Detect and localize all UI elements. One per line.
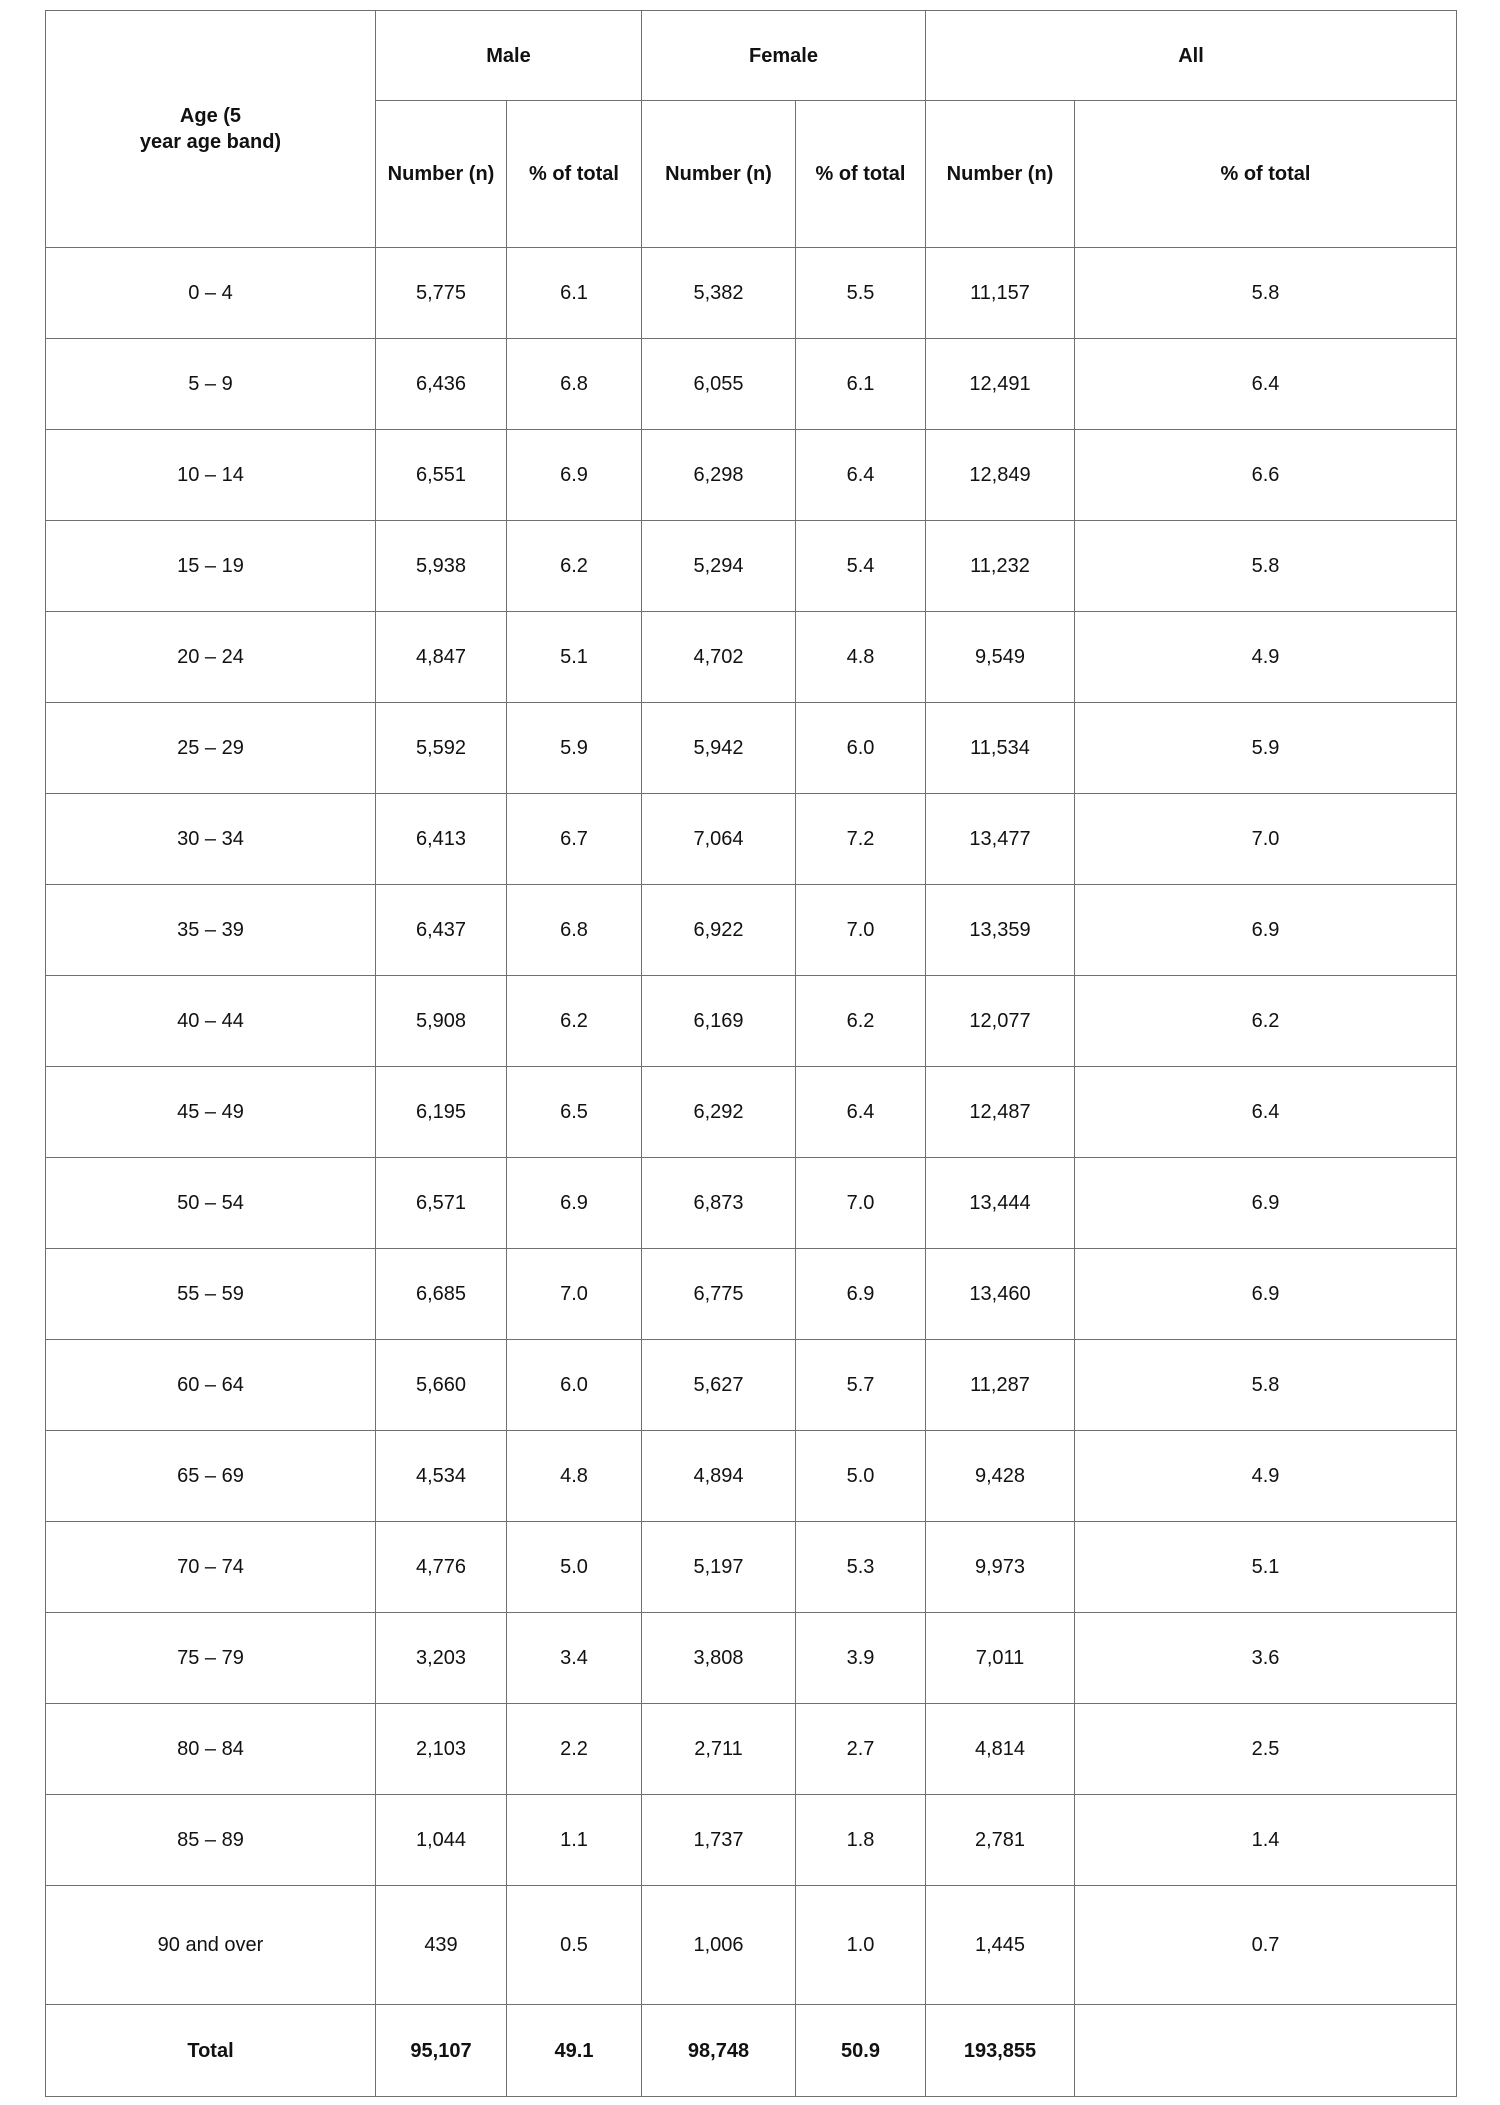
female-number-cell: 6,298 (642, 430, 796, 521)
male-number-cell: 6,551 (376, 430, 507, 521)
male-percent-cell: 1.1 (507, 1795, 642, 1886)
all-percent-cell: 6.4 (1075, 339, 1457, 430)
female-percent-cell: 5.4 (796, 521, 926, 612)
all-number-cell: 11,157 (926, 248, 1075, 339)
all-percent-cell: 4.9 (1075, 612, 1457, 703)
total-male-percent: 49.1 (507, 2005, 642, 2097)
male-number-cell: 6,437 (376, 885, 507, 976)
male-number-header: Number (n) (376, 101, 507, 248)
female-number-cell: 6,873 (642, 1158, 796, 1249)
female-number-cell: 1,737 (642, 1795, 796, 1886)
all-number-cell: 4,814 (926, 1704, 1075, 1795)
total-all-number: 193,855 (926, 2005, 1075, 2097)
total-label: Total (46, 2005, 376, 2097)
age-cell: 5 – 9 (46, 339, 376, 430)
all-number-cell: 2,781 (926, 1795, 1075, 1886)
female-percent-cell: 6.2 (796, 976, 926, 1067)
female-percent-cell: 4.8 (796, 612, 926, 703)
male-number-cell: 6,413 (376, 794, 507, 885)
male-percent-cell: 2.2 (507, 1704, 642, 1795)
total-female-number: 98,748 (642, 2005, 796, 2097)
female-percent-cell: 5.7 (796, 1340, 926, 1431)
table-row (46, 248, 1457, 339)
male-number-cell: 439 (376, 1886, 507, 2005)
all-number-cell: 13,359 (926, 885, 1075, 976)
age-cell: 30 – 34 (46, 794, 376, 885)
male-number-cell: 5,660 (376, 1340, 507, 1431)
female-number-cell: 1,006 (642, 1886, 796, 2005)
female-number-cell: 3,808 (642, 1613, 796, 1704)
female-percent-cell: 6.4 (796, 1067, 926, 1158)
table-row (46, 1249, 1457, 1340)
age-band-header-line1: Age (5 (179, 105, 242, 127)
table-row (46, 339, 1457, 430)
male-percent-cell: 0.5 (507, 1886, 642, 2005)
male-percent-cell: 3.4 (507, 1613, 642, 1704)
table-row (46, 430, 1457, 521)
all-number-cell: 12,849 (926, 430, 1075, 521)
age-cell: 75 – 79 (46, 1613, 376, 1704)
female-percent-cell: 6.0 (796, 703, 926, 794)
male-percent-cell: 6.9 (507, 430, 642, 521)
all-number-cell: 9,428 (926, 1431, 1075, 1522)
table-row (46, 1795, 1457, 1886)
female-number-cell: 4,702 (642, 612, 796, 703)
table-row (46, 1886, 1457, 2005)
all-percent-cell: 5.1 (1075, 1522, 1457, 1613)
age-cell: 60 – 64 (46, 1340, 376, 1431)
male-number-cell: 4,534 (376, 1431, 507, 1522)
female-number-cell: 5,197 (642, 1522, 796, 1613)
male-number-cell: 5,592 (376, 703, 507, 794)
total-male-number: 95,107 (376, 2005, 507, 2097)
all-number-cell: 13,460 (926, 1249, 1075, 1340)
female-number-cell: 6,169 (642, 976, 796, 1067)
female-number-header: Number (n) (642, 101, 796, 248)
male-percent-header: % of total (507, 101, 642, 248)
female-number-cell: 6,055 (642, 339, 796, 430)
age-cell: 70 – 74 (46, 1522, 376, 1613)
age-cell: 10 – 14 (46, 430, 376, 521)
female-percent-cell: 3.9 (796, 1613, 926, 1704)
age-cell: 50 – 54 (46, 1158, 376, 1249)
male-percent-cell: 6.2 (507, 976, 642, 1067)
all-percent-cell: 5.8 (1075, 1340, 1457, 1431)
male-number-cell: 5,775 (376, 248, 507, 339)
all-percent-cell: 6.9 (1075, 1249, 1457, 1340)
male-number-cell: 6,436 (376, 339, 507, 430)
female-percent-cell: 7.0 (796, 1158, 926, 1249)
male-number-cell: 5,938 (376, 521, 507, 612)
female-percent-cell: 7.0 (796, 885, 926, 976)
all-number-cell: 11,534 (926, 703, 1075, 794)
population-age-table (45, 10, 1457, 2097)
age-cell: 35 – 39 (46, 885, 376, 976)
age-cell: 55 – 59 (46, 1249, 376, 1340)
table-row (46, 794, 1457, 885)
all-percent-cell: 6.2 (1075, 976, 1457, 1067)
all-percent-cell: 3.6 (1075, 1613, 1457, 1704)
female-number-cell: 4,894 (642, 1431, 796, 1522)
age-cell: 15 – 19 (46, 521, 376, 612)
table-row (46, 703, 1457, 794)
male-number-cell: 2,103 (376, 1704, 507, 1795)
male-number-cell: 6,685 (376, 1249, 507, 1340)
female-percent-cell: 5.5 (796, 248, 926, 339)
table-row (46, 521, 1457, 612)
female-percent-cell: 5.0 (796, 1431, 926, 1522)
female-percent-cell: 2.7 (796, 1704, 926, 1795)
female-number-cell: 2,711 (642, 1704, 796, 1795)
all-number-cell: 7,011 (926, 1613, 1075, 1704)
age-cell: 45 – 49 (46, 1067, 376, 1158)
female-percent-cell: 6.4 (796, 430, 926, 521)
all-percent-cell: 4.9 (1075, 1431, 1457, 1522)
female-percent-header: % of total (796, 101, 926, 248)
male-group-header: Male (376, 11, 642, 101)
age-cell: 85 – 89 (46, 1795, 376, 1886)
age-band-header-line2: year age band) (139, 131, 282, 153)
table-row (46, 612, 1457, 703)
all-number-cell: 11,232 (926, 521, 1075, 612)
all-number-cell: 12,491 (926, 339, 1075, 430)
male-number-cell: 5,908 (376, 976, 507, 1067)
table-row (46, 1613, 1457, 1704)
age-cell: 25 – 29 (46, 703, 376, 794)
male-number-cell: 6,195 (376, 1067, 507, 1158)
male-number-cell: 1,044 (376, 1795, 507, 1886)
table-row (46, 885, 1457, 976)
table-row (46, 1340, 1457, 1431)
age-cell: 0 – 4 (46, 248, 376, 339)
female-number-cell: 5,942 (642, 703, 796, 794)
all-number-cell: 12,077 (926, 976, 1075, 1067)
age-cell: 20 – 24 (46, 612, 376, 703)
female-group-header: Female (642, 11, 926, 101)
female-number-cell: 6,292 (642, 1067, 796, 1158)
female-percent-cell: 6.9 (796, 1249, 926, 1340)
female-number-cell: 6,922 (642, 885, 796, 976)
all-number-header: Number (n) (926, 101, 1075, 248)
male-percent-cell: 6.7 (507, 794, 642, 885)
male-percent-cell: 6.8 (507, 885, 642, 976)
all-percent-cell: 2.5 (1075, 1704, 1457, 1795)
all-number-cell: 13,444 (926, 1158, 1075, 1249)
male-percent-cell: 7.0 (507, 1249, 642, 1340)
female-number-cell: 7,064 (642, 794, 796, 885)
total-row (46, 2005, 1457, 2097)
age-cell: 80 – 84 (46, 1704, 376, 1795)
table-body (46, 248, 1457, 2005)
male-number-cell: 4,776 (376, 1522, 507, 1613)
male-percent-cell: 6.2 (507, 521, 642, 612)
all-number-cell: 9,973 (926, 1522, 1075, 1613)
male-percent-cell: 6.1 (507, 248, 642, 339)
all-percent-cell: 0.7 (1075, 1886, 1457, 2005)
all-number-cell: 13,477 (926, 794, 1075, 885)
female-percent-cell: 1.8 (796, 1795, 926, 1886)
table-row (46, 1158, 1457, 1249)
table-row (46, 1431, 1457, 1522)
all-percent-cell: 6.9 (1075, 885, 1457, 976)
all-number-cell: 1,445 (926, 1886, 1075, 2005)
total-all-percent (1075, 2005, 1457, 2097)
all-percent-cell: 1.4 (1075, 1795, 1457, 1886)
all-number-cell: 9,549 (926, 612, 1075, 703)
male-number-cell: 4,847 (376, 612, 507, 703)
male-percent-cell: 6.8 (507, 339, 642, 430)
female-percent-cell: 5.3 (796, 1522, 926, 1613)
age-cell: 65 – 69 (46, 1431, 376, 1522)
total-female-percent: 50.9 (796, 2005, 926, 2097)
age-cell: 40 – 44 (46, 976, 376, 1067)
all-number-cell: 12,487 (926, 1067, 1075, 1158)
male-number-cell: 6,571 (376, 1158, 507, 1249)
group-header-row (46, 11, 1457, 101)
all-percent-cell: 7.0 (1075, 794, 1457, 885)
all-percent-header: % of total (1075, 101, 1457, 248)
age-cell: 90 and over (46, 1886, 376, 2005)
female-number-cell: 5,627 (642, 1340, 796, 1431)
male-number-cell: 3,203 (376, 1613, 507, 1704)
all-percent-cell: 6.6 (1075, 430, 1457, 521)
female-number-cell: 5,294 (642, 521, 796, 612)
female-percent-cell: 6.1 (796, 339, 926, 430)
all-group-header: All (926, 11, 1457, 101)
all-percent-cell: 6.4 (1075, 1067, 1457, 1158)
table-row (46, 1067, 1457, 1158)
all-percent-cell: 5.9 (1075, 703, 1457, 794)
table-row (46, 1704, 1457, 1795)
age-band-header (46, 11, 376, 248)
male-percent-cell: 5.0 (507, 1522, 642, 1613)
male-percent-cell: 5.1 (507, 612, 642, 703)
table-row (46, 976, 1457, 1067)
male-percent-cell: 4.8 (507, 1431, 642, 1522)
all-percent-cell: 5.8 (1075, 248, 1457, 339)
male-percent-cell: 5.9 (507, 703, 642, 794)
female-number-cell: 6,775 (642, 1249, 796, 1340)
male-percent-cell: 6.5 (507, 1067, 642, 1158)
female-percent-cell: 7.2 (796, 794, 926, 885)
all-percent-cell: 5.8 (1075, 521, 1457, 612)
male-percent-cell: 6.9 (507, 1158, 642, 1249)
male-percent-cell: 6.0 (507, 1340, 642, 1431)
table-row (46, 1522, 1457, 1613)
female-number-cell: 5,382 (642, 248, 796, 339)
all-number-cell: 11,287 (926, 1340, 1075, 1431)
all-percent-cell: 6.9 (1075, 1158, 1457, 1249)
female-percent-cell: 1.0 (796, 1886, 926, 2005)
